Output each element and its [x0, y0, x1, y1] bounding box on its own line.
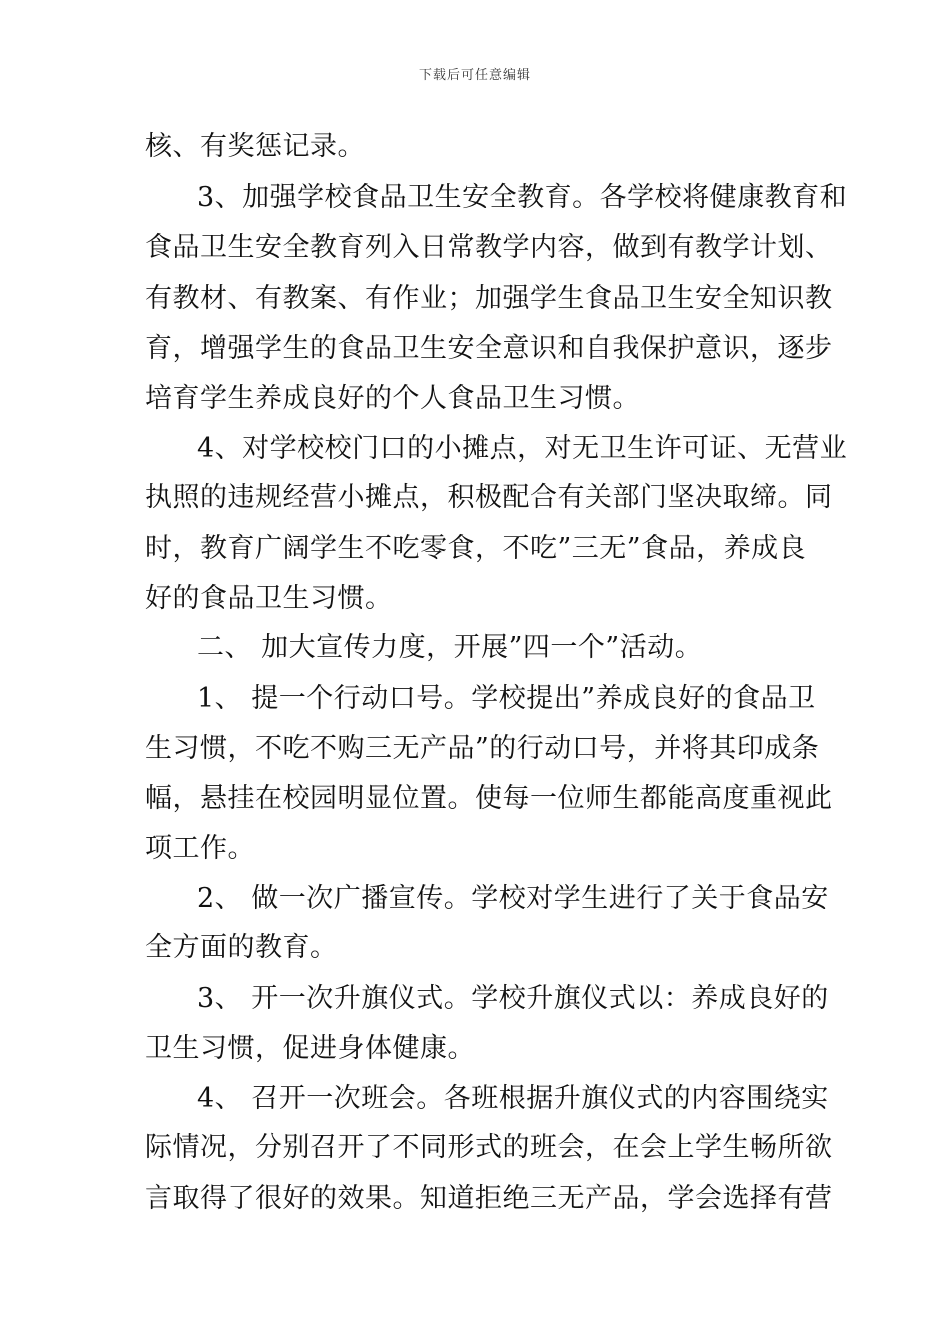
text-line: 食品卫生安全教育列入日常教学内容，做到有教学计划、 [145, 232, 833, 263]
text-line: 核、有奖惩记录。 [145, 131, 365, 162]
text-line: 3、 开一次升旗仪式。学校升旗仪式以：养成良好的 [197, 983, 829, 1014]
text-line: 际情况，分别召开了不同形式的班会，在会上学生畅所欲 [145, 1132, 833, 1163]
page-header: 下载后可任意编辑 [418, 68, 531, 83]
text-line: 培育学生养成良好的个人食品卫生习惯。 [145, 383, 640, 414]
text-line: 执照的违规经营小摊点，积极配合有关部门坚决取缔。同 [145, 482, 833, 513]
text-line: 好的食品卫生习惯。 [145, 583, 393, 614]
text-line: 时，教育广阔学生不吃零食，不吃”三无”食品，养成良 [145, 533, 807, 564]
text-line: 全方面的教育。 [145, 932, 338, 963]
text-line: 幅，悬挂在校园明显位置。使每一位师生都能高度重视此 [145, 783, 833, 814]
text-line: 育，增强学生的食品卫生安全意识和自我保护意识，逐步 [145, 333, 833, 364]
text-line: 二、 加大宣传力度，开展”四一个”活动。 [197, 632, 703, 663]
text-line: 生习惯，不吃不购三无产品”的行动口号，并将其印成条 [145, 733, 820, 764]
text-line: 卫生习惯，促进身体健康。 [145, 1033, 475, 1064]
text-line: 言取得了很好的效果。知道拒绝三无产品，学会选择有营 [145, 1183, 833, 1214]
text-line: 4、 召开一次班会。各班根据升旗仪式的内容围绕实 [197, 1083, 829, 1114]
text-line: 1、 提一个行动口号。学校提出”养成良好的食品卫 [197, 683, 816, 714]
text-line: 4、对学校校门口的小摊点，对无卫生许可证、无营业 [197, 433, 848, 464]
text-line: 3、加强学校食品卫生安全教育。各学校将健康教育和 [197, 182, 848, 213]
text-line: 2、 做一次广播宣传。学校对学生进行了关于食品安 [197, 883, 829, 914]
text-line: 有教材、有教案、有作业；加强学生食品卫生安全知识教 [145, 283, 833, 314]
text-line: 项工作。 [145, 833, 255, 864]
